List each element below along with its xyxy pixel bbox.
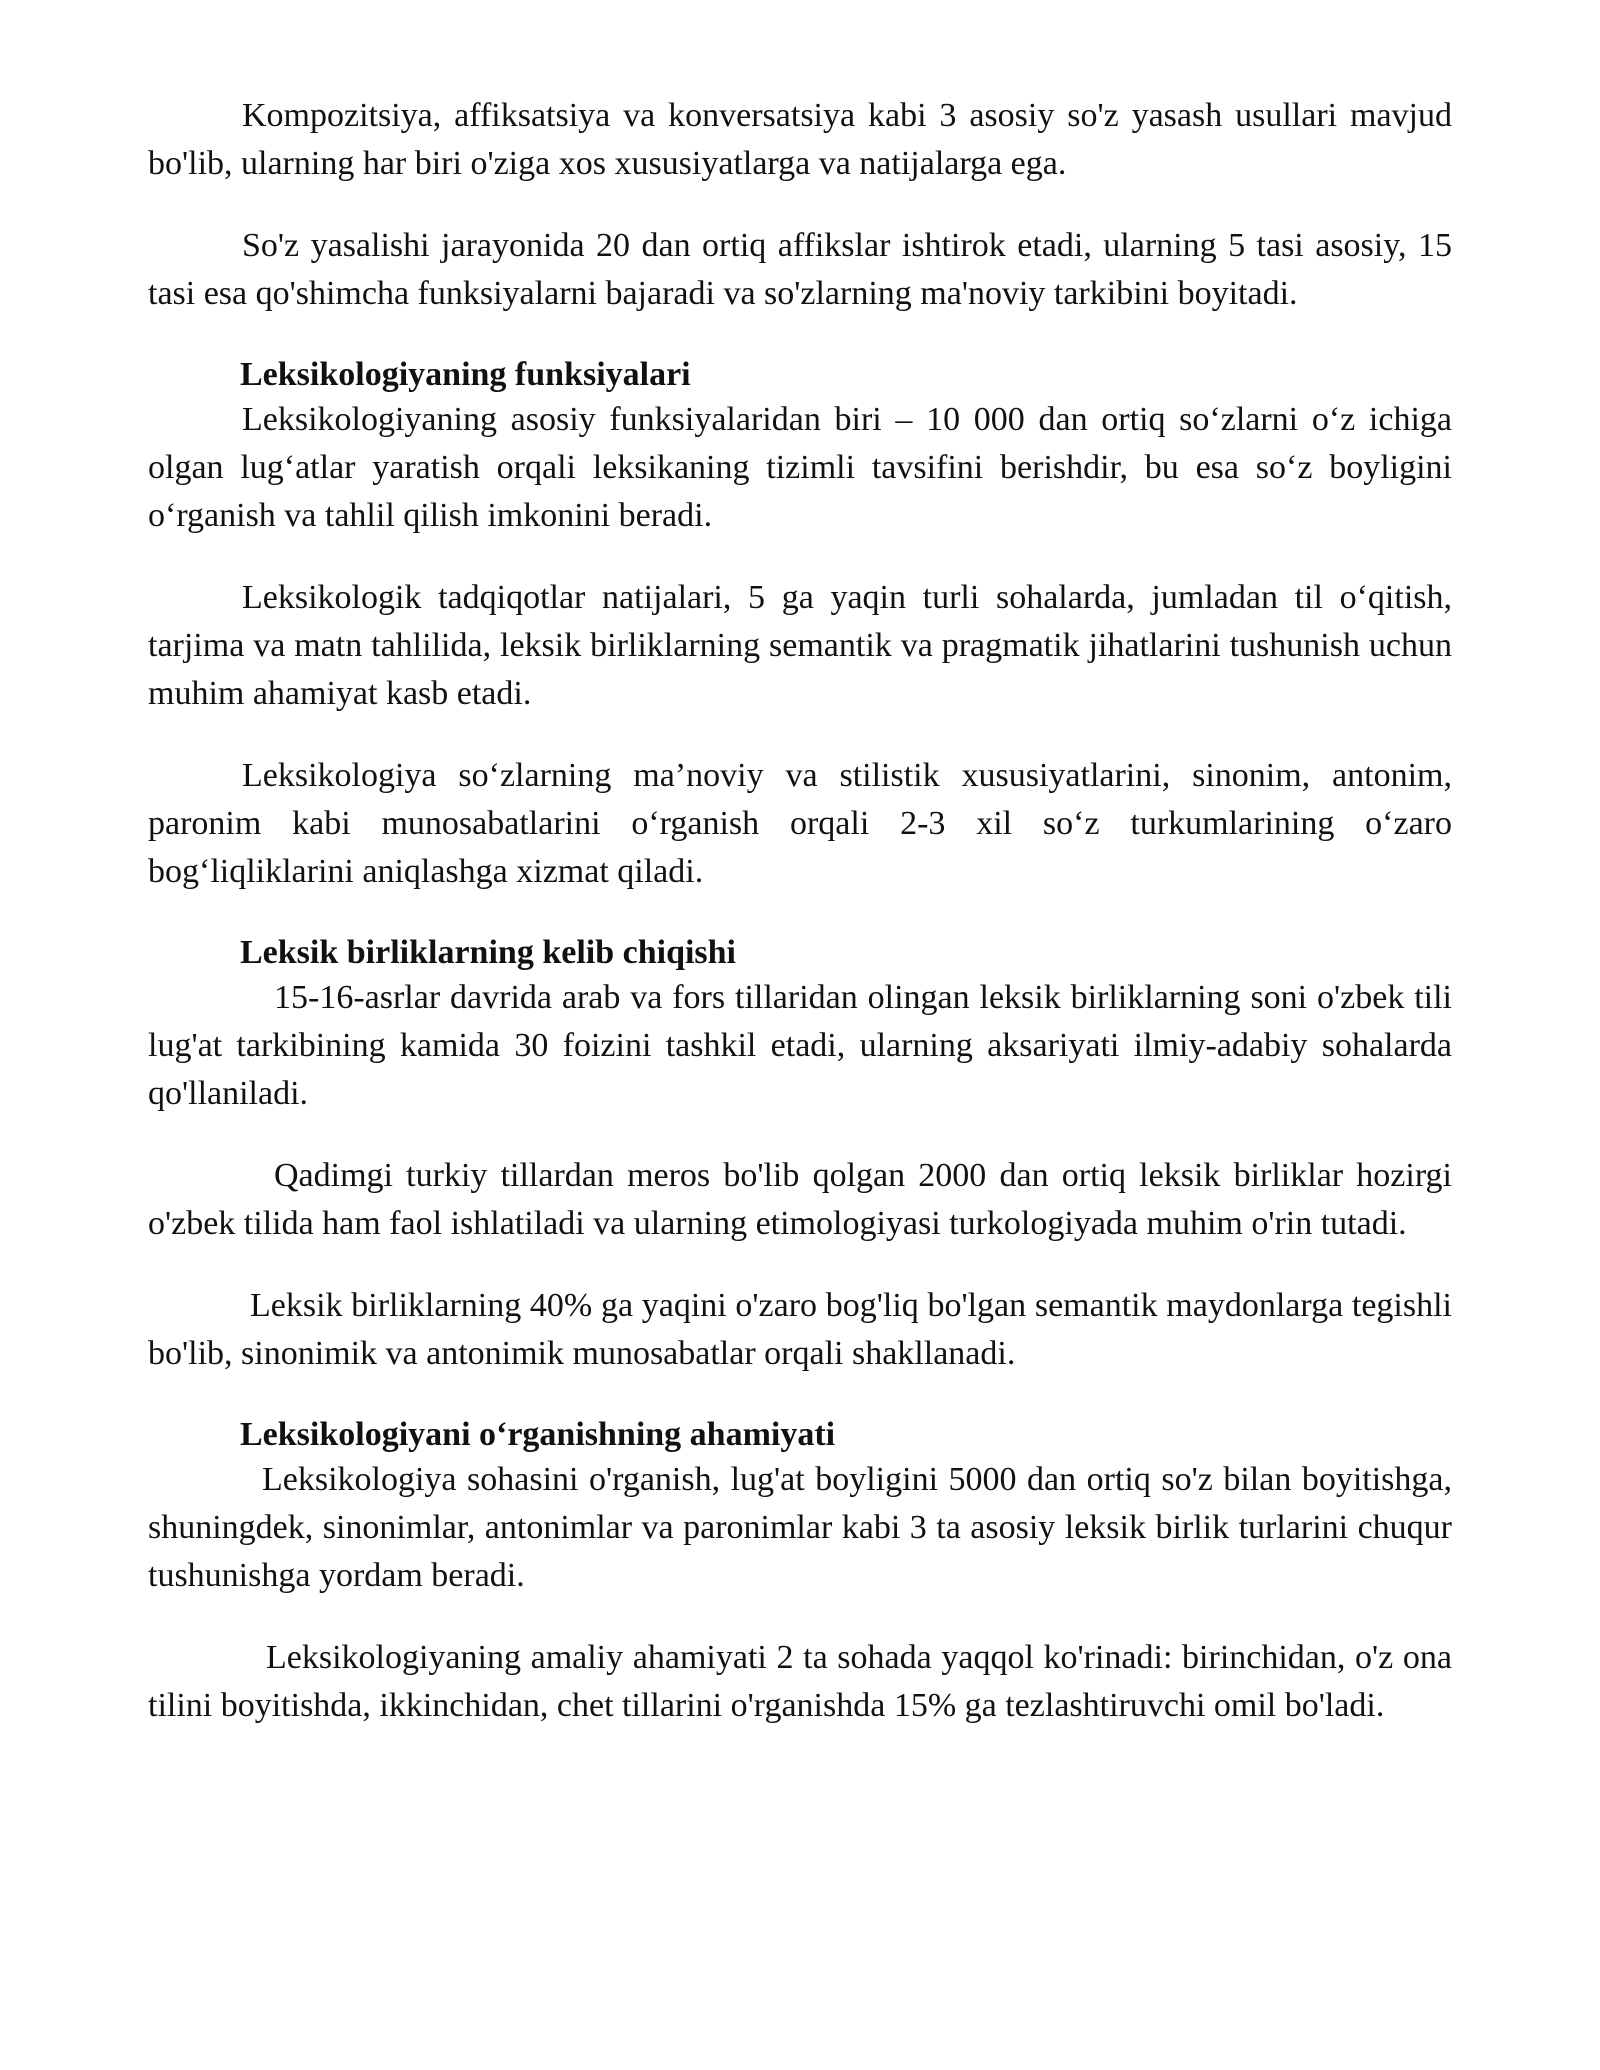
paragraph-research-results: Leksikologik tadqiqotlar natijalari, 5 ga yaqin turli sohalarda, jumladan til o‘qitish, tarjima va matn tahlilida, leksik birliklarning semantik va pragmatik jihatlarini tushunish uchun muhim ahamiyat kasb etadi. xyxy=(148,579,1452,712)
paragraph-word-formation-methods: Kompozitsiya, affiksatsiya va konversatsiya kabi 3 asosiy so'z yasash usullari mavjud bo'lib, ularning har biri o'ziga xos xususiyatlarga va natijalarga ega. xyxy=(148,97,1452,182)
section-heading-origin: Leksik birliklarning kelib chiqishi xyxy=(240,934,737,971)
paragraph-old-turkic-heritage: Qadimgi turkiy tillardan meros bo'lib qolgan 2000 dan ortiq leksik birliklar hozirgi o'zbek tilida ham faol ishlatiladi va ularning etimologiyasi turkologiyada muhim o'rin tutadi. xyxy=(148,1157,1452,1242)
paragraph-arabic-persian-borrowings: 15-16-asrlar davrida arab va fors tillaridan olingan leksik birliklarning soni o'zbek tili lug'at tarkibining kamida 30 foizini tashkil etadi, ularning aksariyati ilmiy-adabiy sohalarda qo'llaniladi. xyxy=(148,979,1452,1112)
paragraph-affixes: So'z yasalishi jarayonida 20 dan ortiq affikslar ishtirok etadi, ularning 5 tasi asosiy, 15 tasi esa qo'shimcha funksiyalarni bajaradi va so'zlarning ma'noviy tarkibini boyitadi. xyxy=(148,227,1452,312)
paragraph-stylistic-features: Leksikologiya so‘zlarning ma’noviy va stilistik xususiyatlarini, sinonim, antonim, paronim kabi munosabatlarini o‘rganish orqali 2-3 xil so‘z turkumlarining o‘zaro bog‘liqliklarini aniqlashga xizmat qiladi. xyxy=(148,757,1452,890)
document-page xyxy=(148,92,1452,1730)
paragraph-vocabulary-enrichment: Leksikologiya sohasini o'rganish, lug'at boyligini 5000 dan ortiq so'z bilan boyitishga, shuningdek, sinonimlar, antonimlar va paronimlar kabi 3 ta asosiy leksik birlik turlarini chuqur tushunishga yordam beradi. xyxy=(148,1461,1452,1594)
paragraph-semantic-fields: Leksik birliklarning 40% ga yaqini o'zaro bog'liq bo'lgan semantik maydonlarga tegishli bo'lib, sinonimik va antonimik munosabatlar orqali shakllanadi. xyxy=(148,1287,1452,1372)
paragraph-functions-dictionaries: Leksikologiyaning asosiy funksiyalaridan biri – 10 000 dan ortiq so‘zlarni o‘z ichiga olgan lug‘atlar yaratish orqali leksikaning tizimli tavsifini berishdir, bu esa so‘z boyligini o‘rganish va tahlil qilish imkonini beradi. xyxy=(148,401,1452,534)
section-heading-importance: Leksikologiyani o‘rganishning ahamiyati xyxy=(240,1416,836,1453)
section-heading-functions: Leksikologiyaning funksiyalari xyxy=(240,356,691,393)
paragraph-practical-importance: Leksikologiyaning amaliy ahamiyati 2 ta sohada yaqqol ko'rinadi: birinchidan, o'z ona tilini boyitishda, ikkinchidan, chet tillarini o'rganishda 15% ga tezlashtiruvchi omil bo'ladi. xyxy=(148,1639,1452,1724)
